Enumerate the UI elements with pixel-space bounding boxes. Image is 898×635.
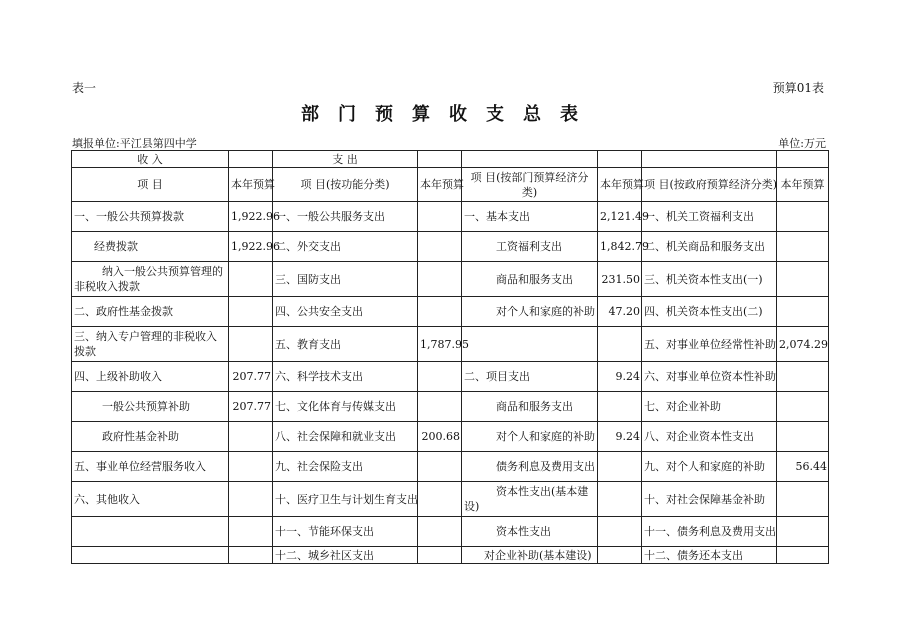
gov-economic-item: 四、机关资本性支出(二)	[642, 297, 777, 327]
empty-cell	[642, 151, 777, 168]
dept-economic-item: 一、基本支出	[462, 202, 598, 232]
reporting-unit: 填报单位:平江县第四中学	[72, 137, 197, 150]
functional-amount	[418, 392, 462, 422]
income-item: 一、一般公共预算拨款	[72, 202, 229, 232]
dept-economic-item: 对个人和家庭的补助	[462, 422, 598, 452]
gov-economic-item: 十、对社会保障基金补助	[642, 482, 777, 517]
empty-cell	[462, 151, 598, 168]
functional-amount	[418, 297, 462, 327]
col-header-dept-economic: 项 目(按部门预算经济分类)	[462, 168, 598, 202]
gov-economic-item: 十一、债务利息及费用支出	[642, 517, 777, 547]
gov-economic-amount	[777, 362, 829, 392]
dept-economic-amount: 231.50	[598, 262, 642, 297]
gov-economic-amount	[777, 262, 829, 297]
table-row	[72, 482, 829, 517]
empty-cell	[777, 151, 829, 168]
gov-economic-item: 二、机关商品和服务支出	[642, 232, 777, 262]
income-item	[72, 547, 229, 564]
income-item: 四、上级补助收入	[72, 362, 229, 392]
table-row	[72, 422, 829, 452]
gov-economic-item: 九、对个人和家庭的补助	[642, 452, 777, 482]
functional-amount	[418, 362, 462, 392]
functional-item: 七、文化体育与传媒支出	[273, 392, 418, 422]
budget-form-code: 预算01表	[772, 81, 824, 95]
functional-item: 十一、节能环保支出	[273, 517, 418, 547]
table-row	[72, 452, 829, 482]
col-header-amount: 本年预算	[598, 168, 642, 202]
dept-economic-amount: 2,121.49	[598, 202, 642, 232]
gov-economic-item: 一、机关工资福利支出	[642, 202, 777, 232]
income-item: 纳入一般公共预算管理的非税收入拨款	[72, 262, 229, 297]
dept-economic-item: 资本性支出	[462, 517, 598, 547]
income-amount	[229, 262, 273, 297]
income-item: 经费拨款	[72, 232, 229, 262]
income-amount: 207.77	[229, 392, 273, 422]
dept-economic-amount	[598, 547, 642, 564]
functional-amount	[418, 232, 462, 262]
functional-item: 一、一般公共服务支出	[273, 202, 418, 232]
functional-amount	[418, 547, 462, 564]
gov-economic-amount	[777, 517, 829, 547]
income-amount	[229, 482, 273, 517]
currency-unit: 单位:万元	[778, 137, 826, 150]
dept-economic-amount	[598, 327, 642, 362]
dept-economic-amount	[598, 452, 642, 482]
functional-amount: 200.68	[418, 422, 462, 452]
functional-item: 十二、城乡社区支出	[273, 547, 418, 564]
dept-economic-amount	[598, 517, 642, 547]
gov-economic-amount: 2,074.29	[777, 327, 829, 362]
budget-summary-table	[71, 150, 829, 564]
table-row	[72, 202, 829, 232]
dept-economic-item: 工资福利支出	[462, 232, 598, 262]
dept-economic-item: 对个人和家庭的补助	[462, 297, 598, 327]
functional-item: 二、外交支出	[273, 232, 418, 262]
expense-group-header: 支 出	[273, 151, 418, 168]
table-row	[72, 327, 829, 362]
col-header-functional: 项 目(按功能分类)	[273, 168, 418, 202]
dept-economic-item: 对企业补助(基本建设)	[462, 547, 598, 564]
table-row	[72, 232, 829, 262]
gov-economic-item: 七、对企业补助	[642, 392, 777, 422]
dept-economic-amount: 9.24	[598, 362, 642, 392]
dept-economic-amount: 1,842.79	[598, 232, 642, 262]
dept-economic-amount: 9.24	[598, 422, 642, 452]
col-header-amount: 本年预算	[229, 168, 273, 202]
gov-economic-item: 三、机关资本性支出(一)	[642, 262, 777, 297]
dept-economic-item: 二、项目支出	[462, 362, 598, 392]
functional-item: 九、社会保险支出	[273, 452, 418, 482]
dept-economic-item: 商品和服务支出	[462, 392, 598, 422]
gov-economic-amount: 56.44	[777, 452, 829, 482]
income-amount	[229, 327, 273, 362]
functional-amount	[418, 517, 462, 547]
income-item: 三、纳入专户管理的非税收入拨款	[72, 327, 229, 362]
income-item: 二、政府性基金拨款	[72, 297, 229, 327]
col-header-amount: 本年预算	[777, 168, 829, 202]
functional-amount	[418, 452, 462, 482]
income-item	[72, 517, 229, 547]
income-amount	[229, 547, 273, 564]
empty-cell	[418, 151, 462, 168]
functional-item: 三、国防支出	[273, 262, 418, 297]
income-item: 五、事业单位经营服务收入	[72, 452, 229, 482]
table-row	[72, 392, 829, 422]
income-amount: 1,922.96	[229, 232, 273, 262]
gov-economic-amount	[777, 392, 829, 422]
column-header-row	[72, 168, 829, 202]
dept-economic-amount	[598, 392, 642, 422]
table-row	[72, 362, 829, 392]
table-row	[72, 262, 829, 297]
table-row	[72, 297, 829, 327]
income-item: 六、其他收入	[72, 482, 229, 517]
gov-economic-item: 六、对事业单位资本性补助	[642, 362, 777, 392]
functional-amount	[418, 482, 462, 517]
functional-amount	[418, 262, 462, 297]
income-amount	[229, 297, 273, 327]
income-amount	[229, 517, 273, 547]
gov-economic-item: 十二、债务还本支出	[642, 547, 777, 564]
dept-economic-item: 商品和服务支出	[462, 262, 598, 297]
functional-item: 六、科学技术支出	[273, 362, 418, 392]
dept-economic-item	[462, 327, 598, 362]
gov-economic-amount	[777, 232, 829, 262]
table-row	[72, 517, 829, 547]
col-header-amount: 本年预算	[418, 168, 462, 202]
functional-amount	[418, 202, 462, 232]
table-row	[72, 547, 829, 564]
income-item: 一般公共预算补助	[72, 392, 229, 422]
col-header-gov-economic: 项 目(按政府预算经济分类)	[642, 168, 777, 202]
functional-item: 五、教育支出	[273, 327, 418, 362]
dept-economic-amount: 47.20	[598, 297, 642, 327]
gov-economic-amount	[777, 547, 829, 564]
gov-economic-item: 五、对事业单位经常性补助	[642, 327, 777, 362]
functional-item: 八、社会保障和就业支出	[273, 422, 418, 452]
gov-economic-amount	[777, 297, 829, 327]
dept-economic-item: 资本性支出(基本建设)	[462, 482, 598, 517]
page-title: 部门预算收支总表	[301, 104, 597, 125]
dept-economic-amount	[598, 482, 642, 517]
income-group-header: 收 入	[72, 151, 229, 168]
col-header-item: 项 目	[72, 168, 229, 202]
gov-economic-amount	[777, 482, 829, 517]
functional-item: 四、公共安全支出	[273, 297, 418, 327]
empty-cell	[598, 151, 642, 168]
dept-economic-item: 债务利息及费用支出	[462, 452, 598, 482]
category-header-row	[72, 151, 829, 168]
income-amount	[229, 422, 273, 452]
functional-amount: 1,787.95	[418, 327, 462, 362]
gov-economic-amount	[777, 202, 829, 232]
income-item: 政府性基金补助	[72, 422, 229, 452]
empty-cell	[229, 151, 273, 168]
income-amount: 1,922.96	[229, 202, 273, 232]
gov-economic-amount	[777, 422, 829, 452]
functional-item: 十、医疗卫生与计划生育支出	[273, 482, 418, 517]
income-amount	[229, 452, 273, 482]
gov-economic-item: 八、对企业资本性支出	[642, 422, 777, 452]
income-amount: 207.77	[229, 362, 273, 392]
table-number-label: 表一	[72, 81, 97, 95]
